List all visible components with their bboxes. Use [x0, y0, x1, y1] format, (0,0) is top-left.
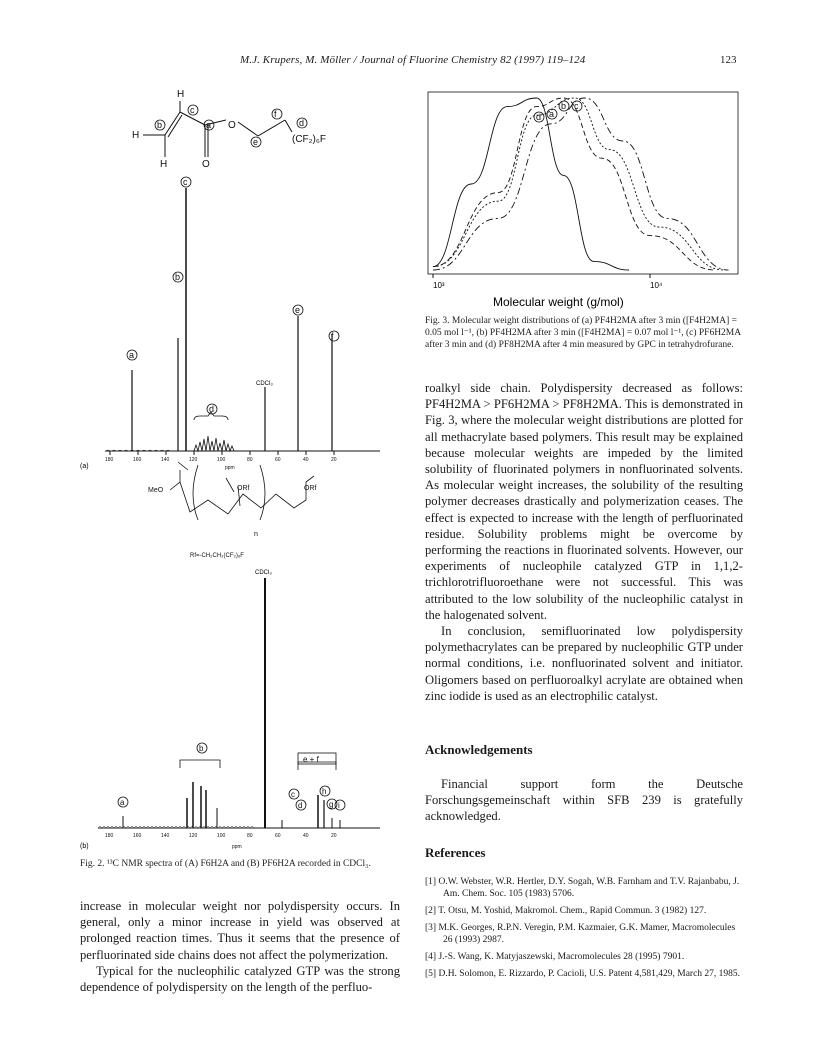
fig3-series-b: [433, 98, 724, 270]
svg-text:a: a: [129, 350, 135, 360]
svg-text:f: f: [331, 331, 334, 341]
reference-item: [2] T. Otsu, M. Yoshid, Makromol. Chem., Rapid Commun. 3 (1982) 127.: [425, 906, 707, 916]
fig3-tick-1: 10³: [433, 281, 445, 290]
page-number: 123: [720, 54, 737, 66]
peak-labels-a: [127, 177, 339, 414]
nmr-spectrum-a: [80, 177, 380, 471]
structure-b-rf-def: Rf=-CH₂CH₂(CF₂)₆F: [190, 553, 244, 559]
svg-text:c: c: [291, 790, 295, 799]
svg-text:h: h: [322, 787, 327, 796]
peak-labels-b: [118, 743, 345, 810]
running-head: M.J. Krupers, M. Möller / Journal of Fluorine Chemistry 82 (1997) 119–124: [240, 54, 586, 66]
left-paragraph-1: increase in molecular weight nor polydispersity occurs. In general, only a minor increase in yield was observed at prolonged reaction times. Thus it seems that the presence of perfluorinated side chains does not affect the polymerization.: [80, 899, 400, 962]
svg-text:b: b: [175, 272, 181, 282]
nmr-spectrum-b: [80, 570, 380, 850]
axis-a-tick-label: 180: [105, 457, 114, 463]
reference-item: [1] O.W. Webster, W.R. Hertler, D.Y. Sogah, W.B. Farnham and T.V. Rajanbabu, J. Am. Chem. Soc. 105 (1983) 5706.: [425, 877, 740, 899]
panel-b-label: (b): [80, 843, 89, 850]
fig3-tick-2: 10⁴: [650, 281, 663, 290]
reference-item: [3] M.K. Georges, R.P.N. Veregin, P.M. Kazmaier, G.K. Mamer, Macromolecules 26 (1993) 2987.: [425, 923, 736, 945]
axis-b-tick-label: 140: [161, 833, 170, 839]
right-column-text: [425, 380, 743, 704]
axis-a-tick-label: 160: [133, 457, 142, 463]
svg-text:e: e: [295, 305, 301, 315]
reference-item: [4] J.-S. Wang, K. Matyjaszewski, Macromolecules 28 (1995) 7901.: [425, 952, 685, 962]
svg-text:b: b: [199, 744, 204, 753]
svg-text:d: d: [209, 404, 215, 414]
right-paragraph-1: roalkyl side chain. Polydispersity decreased as follows: PF4H2MA > PF6H2MA > PF8H2MA. This is demonstrated in Fig. 3, where the molecular weight distributions are plotted for all methacrylate based polymers. This result may be explained because molecular weights are impeded by the limited solubility of fluorinated polymers in nonfluorinated solvents. As molecular weight increases, the solubility of the resulting polymer decreases drastically and polymerization ceases. The effect is expected to increase with the length of perfluorinated residue. Solubility problems might be overcome by performing the reactions in fluorinated solvents. However, our experiments of nucleophile catalyzed GTP in 1,1,2-trichlorotrifluoroethane were not successful. This was attributed to the low solubility of the nucleophilic catalyst in the halogenated solvent.: [425, 381, 743, 622]
svg-text:f: f: [274, 109, 277, 119]
panel-a-label: (a): [80, 463, 89, 470]
svg-text:a: a: [120, 798, 125, 807]
axis-b-tick-label: 40: [303, 833, 309, 839]
axis-a-tick-label: 120: [189, 457, 198, 463]
structure-a-h-bottom: H: [160, 159, 168, 170]
structure-a-o-carbonyl: O: [202, 159, 210, 170]
fig3-caption: Fig. 3. Molecular weight distributions of (a) PF4H2MA after 3 min ([F4H2MA] = 0.05 mol l⁻¹, (b) PF4H2MA after 3 min ([F4H2MA] = 0.07 mol l⁻¹, (c) PF6H2MA after 3 min and (d) PF8H2MA after 4 min measured by GPC in tetrahydrofurane.: [425, 316, 741, 350]
fig3-series-a: [433, 98, 715, 270]
fig3-series-c: [433, 98, 729, 270]
svg-text:b: b: [157, 120, 163, 130]
axis-b-tick-label: 120: [189, 833, 198, 839]
structure-a-o-ester: O: [228, 120, 236, 131]
solvent-label-b: CDCl₃: [255, 570, 272, 576]
axis-a-ticks: [105, 451, 337, 471]
fig3-curve-label-c: c: [574, 101, 579, 111]
right-paragraph-2: In conclusion, semifluorinated low polydispersity polymethacrylates can be prepared by nucleophilic GTP under normal conditions, i.e. nonfluorinated solvent and initiator. Oligomers based on perfluoroalkyl acrylate are obtained when zinc iodide is used as an electrophilic catalyst.: [425, 624, 743, 703]
axis-b-tick-label: 160: [133, 833, 142, 839]
axis-b-ticks: [105, 833, 337, 850]
axis-a-unit: ppm: [225, 465, 235, 471]
axis-b-tick-label: 100: [217, 833, 226, 839]
axis-b-unit: ppm: [232, 844, 242, 850]
running-header: [0, 54, 816, 70]
fig3-curve-label-d: d: [536, 112, 542, 122]
structure-b-orf-1: ORf: [237, 485, 250, 492]
svg-text:d: d: [299, 118, 305, 128]
reference-item: [5] D.H. Solomon, E. Rizzardo, P. Cacioli, U.S. Patent 4,581,429, March 27, 1985.: [425, 969, 741, 979]
structure-b: [148, 462, 317, 559]
structure-b-n: n: [254, 531, 258, 538]
acknowledgements-paragraph: Financial support form the Deutsche Forschungsgemeinschaft within SFB 239 is gratefully acknowledged.: [425, 777, 743, 824]
fig3-series-d: [433, 98, 629, 270]
fig3-curve-label-b: b: [561, 101, 567, 111]
svg-text:i: i: [338, 801, 340, 810]
left-paragraph-2: Typical for the nucleophilic catalyzed GTP was the strong dependence of polydispersity on the length of the perfluo-: [80, 963, 400, 995]
axis-a-tick-label: 40: [303, 457, 309, 463]
fig2-figure: [80, 80, 400, 855]
axis-b-tick-label: 180: [105, 833, 114, 839]
structure-a-h-top: H: [177, 89, 185, 100]
fig2-caption: Fig. 2. ¹³C NMR spectra of (A) F6H2A and (B) PF6H2A recorded in CDCl₃.: [80, 859, 371, 869]
left-column-text: [80, 898, 400, 995]
acknowledgements-text: [425, 776, 743, 825]
axis-a-tick-label: 60: [275, 457, 281, 463]
svg-text:c: c: [190, 105, 195, 115]
axis-b-tick-label: 80: [247, 833, 253, 839]
svg-text:d: d: [298, 801, 303, 810]
structure-a-h-left: H: [132, 130, 140, 141]
axis-b-tick-label: 20: [331, 833, 337, 839]
axis-a-tick-label: 100: [217, 457, 226, 463]
axis-a-tick-label: 20: [331, 457, 337, 463]
fig3-chart: [425, 88, 745, 313]
svg-text:a: a: [206, 120, 212, 130]
fig3-curves: [433, 98, 729, 270]
axis-a-tick-label: 80: [247, 457, 253, 463]
axis-b-tick-label: 60: [275, 833, 281, 839]
structure-a-chain: (CF₂)₆F: [292, 134, 327, 145]
references-heading: References: [425, 845, 486, 860]
svg-text:g: g: [329, 800, 334, 809]
svg-text:e: e: [253, 137, 259, 147]
svg-text:e + f: e + f: [303, 755, 319, 764]
solvent-label-a: CDCl₃: [256, 381, 273, 387]
fig3-curve-label-a: a: [549, 109, 555, 119]
references-list: [425, 876, 743, 985]
axis-a-tick-label: 140: [161, 457, 170, 463]
structure-b-meo: MeO: [148, 487, 164, 494]
acknowledgements-heading: Acknowledgements: [425, 742, 533, 757]
svg-text:c: c: [183, 177, 188, 187]
fig3-xlabel: Molecular weight (g/mol): [493, 295, 624, 309]
structure-b-orf-2: ORf: [304, 485, 317, 492]
